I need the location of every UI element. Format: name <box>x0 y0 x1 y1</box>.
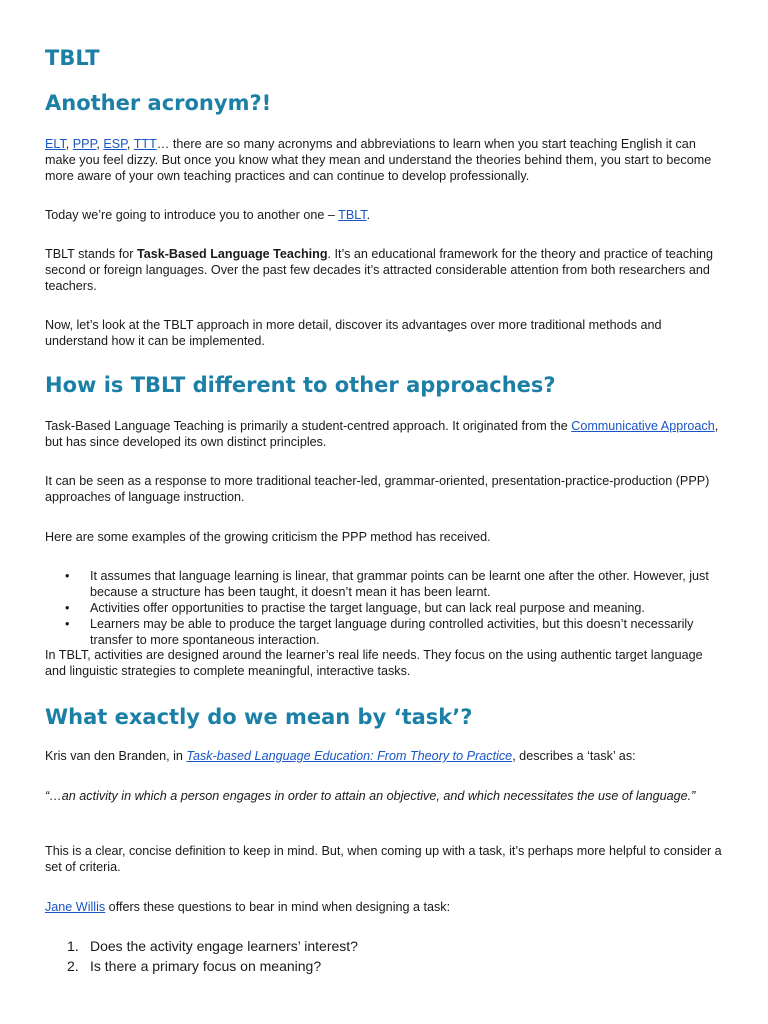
quote: “…an activity in which a person engages in order to attain an objective, and which necessitates the use of language.” <box>45 789 696 803</box>
paragraph-acronyms: ELT, PPP, ESP, TTT… there are so many acronyms and abbreviations to learn when you start teaching English it can make you feel dizzy. But once you know what they mean and understand the theories behind them, you start to become more aware of your own teaching practices and can continue to develop professionally. <box>45 137 712 183</box>
link-ttt[interactable]: TTT <box>133 137 157 151</box>
paragraph-text: , describes a ‘task’ as: <box>512 749 636 763</box>
link-esp[interactable]: ESP <box>103 137 127 151</box>
paragraph-introduce <box>45 207 725 223</box>
link-book-title[interactable]: Task-based Language Education: From Theory to Practice <box>186 749 513 763</box>
link-communicative-approach[interactable]: Communicative Approach <box>571 419 715 433</box>
paragraph-student-centred <box>45 418 725 450</box>
section-heading-different: How is TBLT different to other approaches? <box>45 373 556 397</box>
paragraph-text: . It’s an educational framework for the theory and practice of teaching second or foreign languages. Over the past few decades it’s attracted considerable attention from both researchers and teachers. <box>45 247 714 293</box>
list-item-text: Activities offer opportunities to practise the target language, but can lack real purpose and meaning. <box>90 601 645 615</box>
list-item <box>45 568 725 600</box>
list-item-text: It assumes that language learning is linear, that grammar points can be learnt one after the other. However, just because a structure has been taught, it doesn’t mean it has been learnt. <box>90 569 709 599</box>
bullet-icon: • <box>65 617 70 631</box>
list-number: 2. <box>67 958 79 974</box>
section-heading-task: What exactly do we mean by ‘task’? <box>45 705 473 729</box>
paragraph-willis <box>45 899 725 915</box>
questions-list <box>45 936 725 976</box>
bullet-icon: • <box>65 601 70 615</box>
paragraph-text: Today we’re going to introduce you to another one – <box>45 208 339 222</box>
list-item <box>45 600 725 616</box>
paragraph-text: Kris van den Branden, in <box>45 749 187 763</box>
paragraph-text: TBLT stands for <box>45 247 137 261</box>
paragraph-text: . <box>366 208 371 222</box>
paragraph-text: Task-Based Language Teaching is primarily a student-centred approach. It originated from the <box>45 419 572 433</box>
list-item <box>45 936 725 956</box>
link-jane-willis[interactable]: Jane Willis <box>45 900 106 914</box>
list-item-text: Does the activity engage learners’ interest? <box>90 938 358 954</box>
paragraph-text: , but has since developed its own distinct principles. <box>45 419 719 449</box>
paragraph-tblt-activities: In TBLT, activities are designed around the learner’s real life needs. They focus on the using authentic target language and linguistic strategies to complete meaningful, interactive tasks. <box>45 648 703 678</box>
paragraph-branden <box>45 748 725 764</box>
link-ppp[interactable]: PPP <box>72 137 97 151</box>
section-heading-acronym: Another acronym?! <box>45 91 272 115</box>
paragraph-criteria: This is a clear, concise definition to keep in mind. But, when coming up with a task, it’s perhaps more helpful to consider a set of criteria. <box>45 844 722 874</box>
list-item-text: Learners may be able to produce the target language during controlled activities, but this doesn’t necessarily transfer to more spontaneous interaction. <box>90 617 694 647</box>
bold-term: Task-Based Language Teaching <box>136 247 328 261</box>
criticism-list <box>45 568 725 648</box>
paragraph-definition <box>45 246 725 294</box>
paragraph-text: offers these questions to bear in mind when designing a task: <box>105 900 451 914</box>
list-item-text: Is there a primary focus on meaning? <box>90 958 322 974</box>
link-tblt[interactable]: TBLT <box>338 208 367 222</box>
list-item <box>45 956 725 976</box>
page-title: TBLT <box>45 46 100 70</box>
list-item <box>45 616 725 648</box>
bullet-icon: • <box>65 569 70 583</box>
paragraph-response: It can be seen as a response to more traditional teacher-led, grammar-oriented, presentation-practice-production (PPP) approaches of language instruction. <box>45 474 710 504</box>
list-number: 1. <box>67 938 79 954</box>
link-elt[interactable]: ELT <box>45 137 66 151</box>
paragraph-overview: Now, let’s look at the TBLT approach in more detail, discover its advantages over more traditional methods and understand how it can be implemented. <box>45 318 662 348</box>
paragraph-text: … there are so many acronyms and abbreviations to learn when you start teaching English it can make you feel dizzy. But once you know what they mean and understand the theories behind them, you start to become more aware of your own teaching practices and can continue to develop professionally. <box>45 137 712 183</box>
paragraph-criticism-intro: Here are some examples of the growing criticism the PPP method has received. <box>45 530 491 544</box>
